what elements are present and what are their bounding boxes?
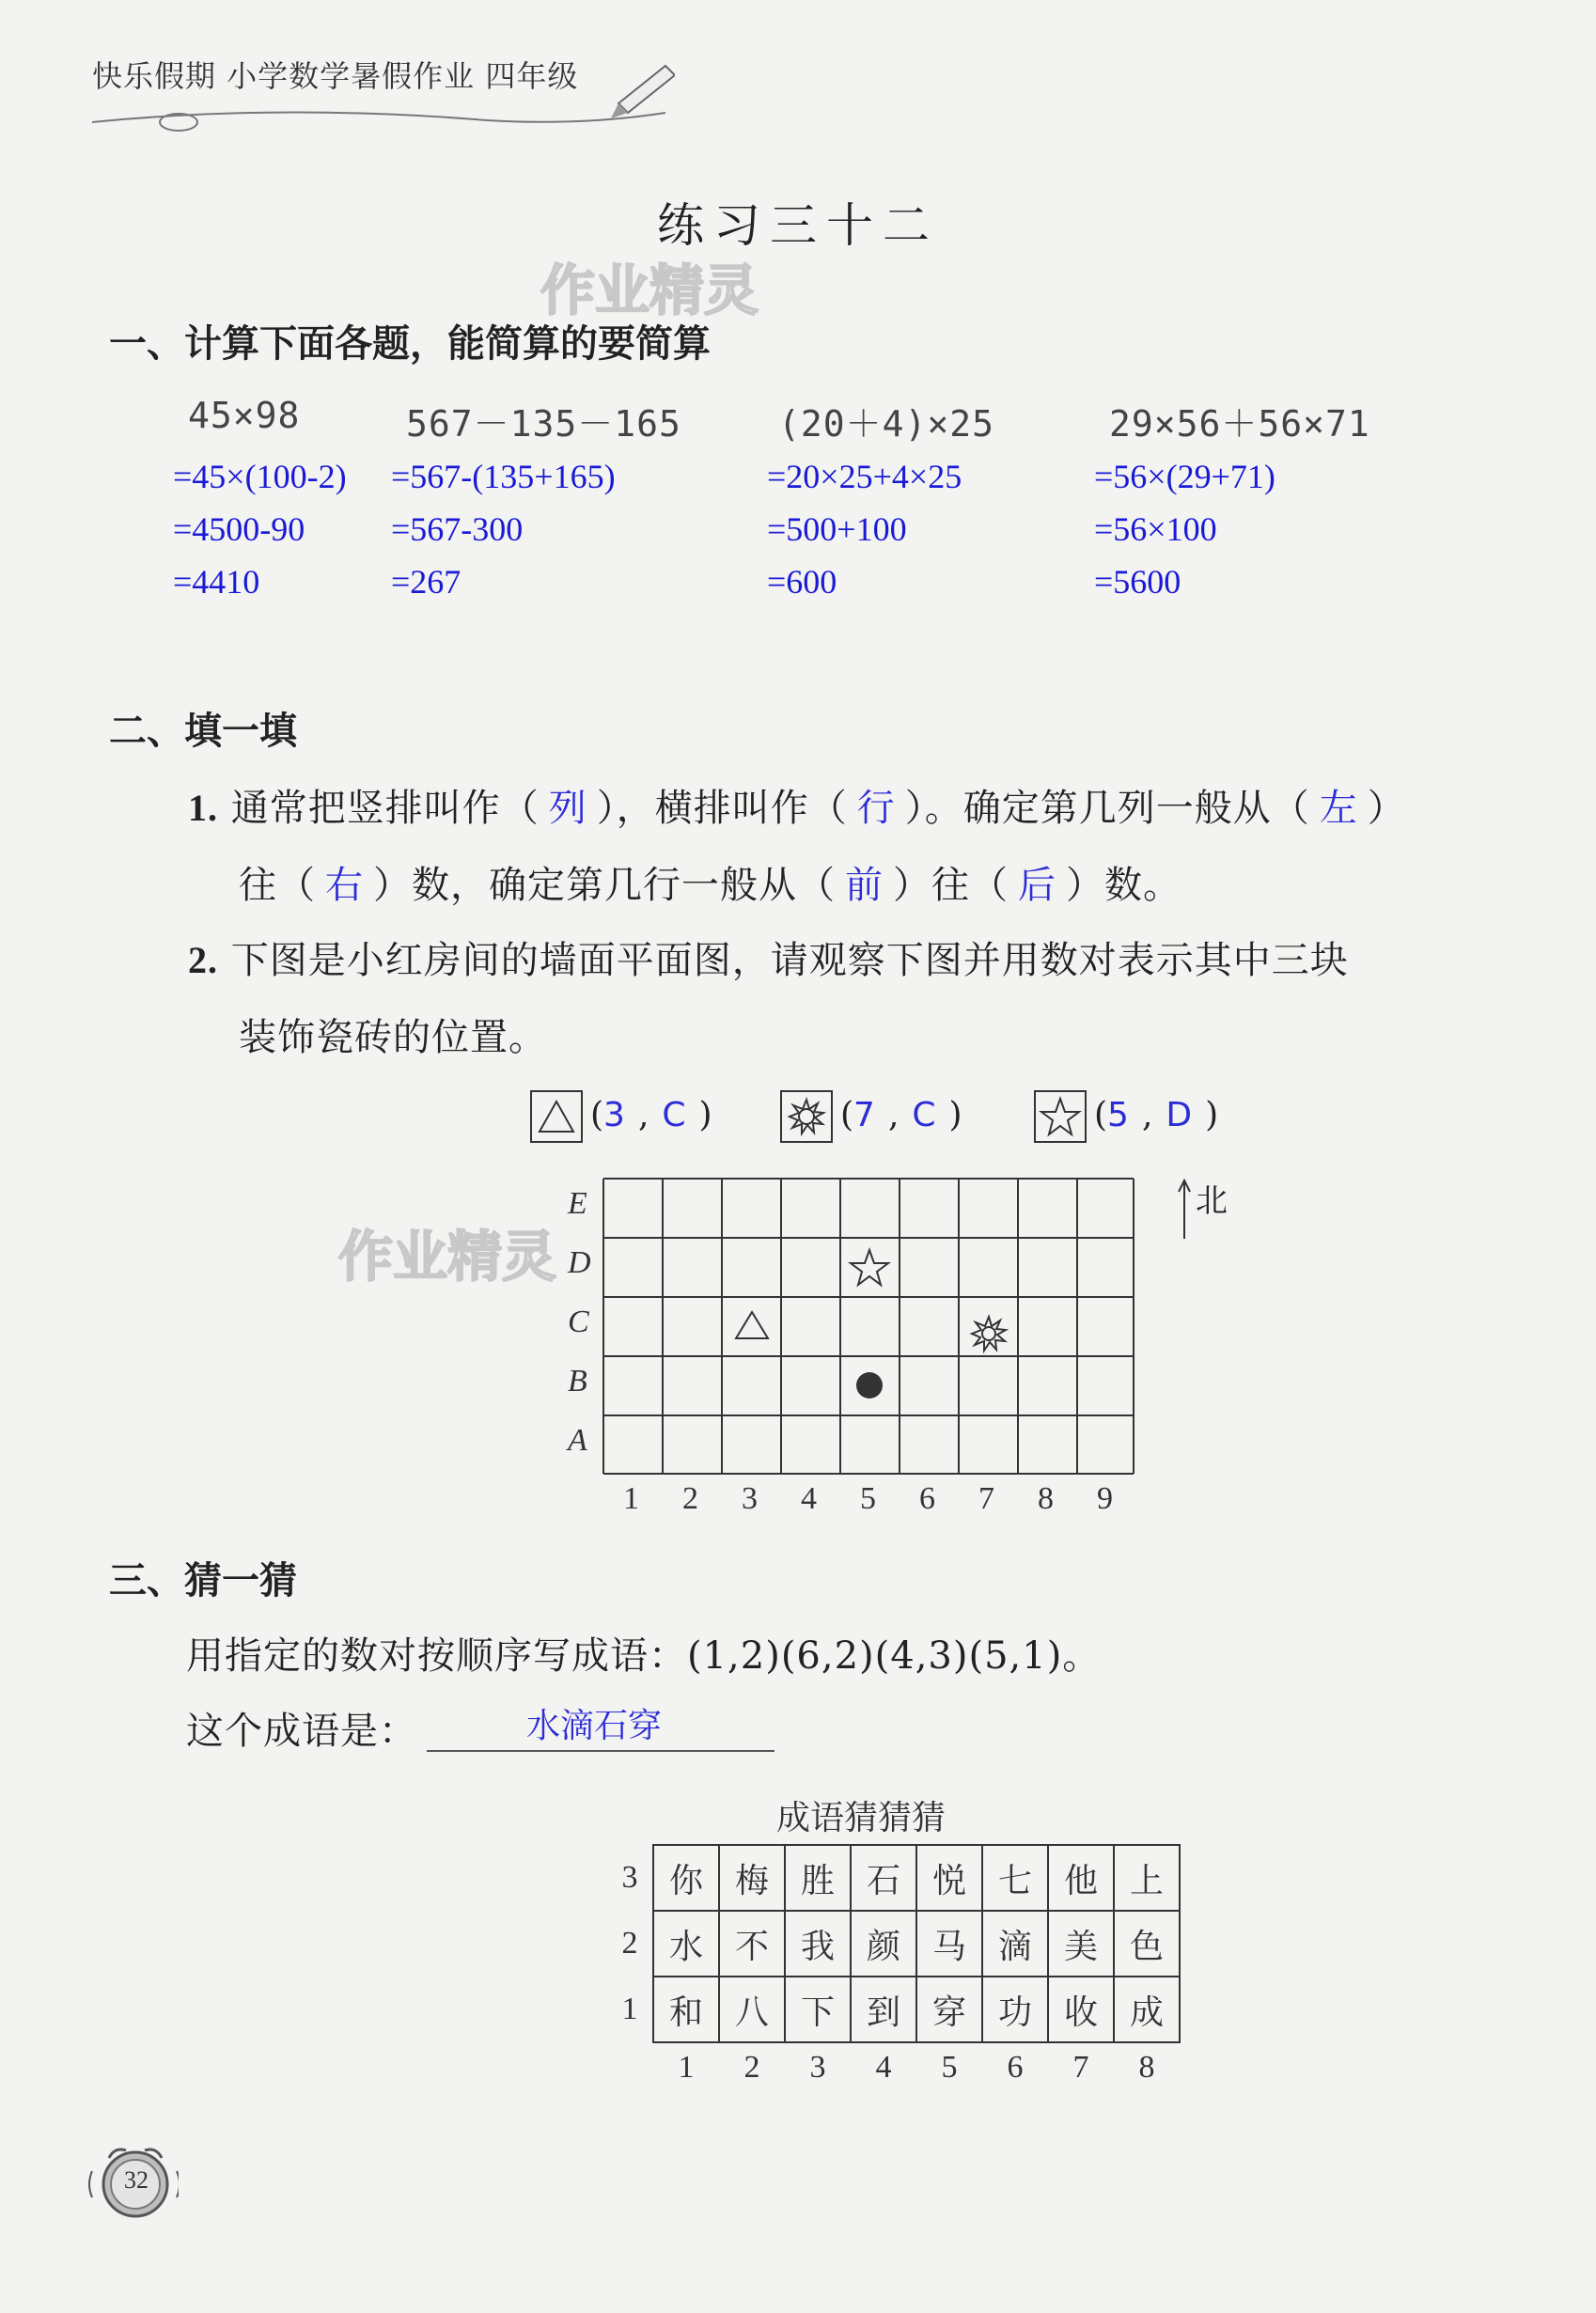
q1-answer-back: 后 (1018, 864, 1056, 907)
answer-line (427, 1750, 775, 1752)
cell-2-3: 梅 (719, 1845, 785, 1911)
north-arrow-icon (1175, 1177, 1194, 1242)
section3-heading: 三、猜一猜 (109, 1559, 297, 1602)
cell-4-1: 到 (851, 1977, 916, 2042)
problem-3-step-3: =600 (767, 563, 837, 601)
tile-star-icon (851, 1250, 888, 1285)
pair-close: ) (1205, 1096, 1219, 1134)
cell-5-3: 悦 (916, 1845, 982, 1911)
col-label-7: 7 (978, 1481, 994, 1516)
sun-col: 7 (853, 1096, 875, 1134)
col-label-4: 4 (801, 1481, 817, 1516)
problem-1-step-2: =4500-90 (173, 510, 305, 548)
star-row: D (1166, 1096, 1193, 1134)
q1-answer-left: 左 (1319, 787, 1358, 830)
legend-sun-pair (840, 1096, 962, 1134)
question-2-line-2: 装饰瓷砖的位置。 (239, 1016, 547, 1059)
q1-text-2: ），横排叫作（ (596, 787, 848, 830)
answer-label: 这个成语是： (186, 1710, 417, 1753)
cell-3-2: 我 (785, 1911, 851, 1977)
sun-row: C (912, 1096, 936, 1134)
watermark-2: 作业精灵 (338, 1225, 557, 1289)
cell-6-2: 滴 (982, 1911, 1048, 1977)
row-label-2: 2 (621, 1926, 638, 1961)
question-1-number: 1. (188, 787, 218, 829)
cell-7-2: 美 (1048, 1911, 1114, 1977)
cell-8-2: 色 (1114, 1911, 1180, 1977)
problem-2-step-1: =567-(135+165) (391, 458, 616, 495)
row-label-A: A (568, 1423, 587, 1458)
col-label-1: 1 (623, 1481, 639, 1516)
triangle-icon (532, 1092, 581, 1141)
idiom-answer: 水滴石穿 (526, 1707, 663, 1745)
col-label-3: 3 (809, 2050, 826, 2085)
problem-2-step-2: =567-300 (391, 510, 524, 548)
pair-open: ( (840, 1096, 854, 1134)
problem-1-step-3: =4410 (173, 563, 260, 601)
q1-text-3: ）。确定第几列一般从（ (904, 787, 1310, 830)
q1-answer-front: 前 (845, 864, 884, 907)
q1-text-5: 往（ (239, 864, 316, 907)
legend-sun-box (780, 1090, 833, 1143)
problem-3-expression: (20＋4)×25 (778, 403, 995, 445)
col-label-5: 5 (941, 2050, 958, 2085)
cell-7-1: 收 (1048, 1977, 1114, 2042)
idiom-table (607, 1844, 1181, 2092)
north-label: 北 (1196, 1182, 1228, 1220)
col-label-1: 1 (678, 2050, 695, 2085)
problem-1-expression: 45×98 (188, 395, 301, 436)
col-label-3: 3 (742, 1481, 758, 1516)
table-row (607, 1845, 1180, 1911)
legend-triangle-box (530, 1090, 583, 1143)
cell-7-3: 他 (1048, 1845, 1114, 1911)
cell-4-2: 颜 (851, 1911, 916, 1977)
cell-8-3: 上 (1114, 1845, 1180, 1911)
book-header: 快乐假期 小学数学暑假作业 四年级 (92, 58, 579, 94)
col-label-7: 7 (1072, 2050, 1089, 2085)
pair-sep: , (887, 1096, 900, 1134)
header-decoration (92, 56, 675, 141)
col-label-8: 8 (1138, 2050, 1155, 2085)
col-label-4: 4 (875, 2050, 892, 2085)
star-col: 5 (1107, 1096, 1129, 1134)
col-label-5: 5 (860, 1481, 876, 1516)
col-label-9: 9 (1097, 1481, 1113, 1516)
watermark: 作业精灵 (540, 258, 759, 322)
cell-4-3: 石 (851, 1845, 916, 1911)
cell-3-3: 胜 (785, 1845, 851, 1911)
page-title: 练习三十二 (657, 198, 939, 253)
triangle-col: 3 (603, 1096, 625, 1134)
section2-heading: 二、填一填 (109, 710, 297, 753)
col-label-6: 6 (919, 1481, 935, 1516)
problem-2-step-3: =267 (391, 563, 462, 601)
row-label-3: 3 (621, 1860, 638, 1895)
problem-4-step-2: =56×100 (1094, 510, 1217, 548)
cell-3-1: 下 (785, 1977, 851, 2042)
page-number: 32 (124, 2166, 149, 2194)
pair-open: ( (590, 1096, 604, 1134)
problem-4-step-1: =56×(29+71) (1094, 458, 1275, 495)
row-label-B: B (568, 1364, 587, 1399)
table-row (607, 1977, 1180, 2042)
cell-5-1: 穿 (916, 1977, 982, 2042)
wall-grid (602, 1177, 1135, 1476)
legend-star-pair (1094, 1096, 1218, 1134)
q1-answer-row: 行 (856, 787, 896, 830)
section3-instruction: 用指定的数对按顺序写成语：(1,2)(6,2)(4,3)(5,1)。 (186, 1634, 1102, 1678)
pair-close: ) (698, 1096, 712, 1134)
legend-star-box (1034, 1090, 1087, 1143)
q1-text-8: ）数。 (1066, 864, 1181, 907)
cell-1-2: 水 (653, 1911, 719, 1977)
q1-text-4: ） (1367, 787, 1406, 830)
row-label-E: E (568, 1186, 587, 1221)
tile-sun-icon (972, 1317, 1006, 1351)
col-label-8: 8 (1038, 1481, 1054, 1516)
col-label-6: 6 (1007, 2050, 1024, 2085)
cell-5-2: 马 (916, 1911, 982, 1977)
pencil-icon (611, 66, 675, 118)
q1-answer-right: 右 (325, 864, 364, 907)
col-label-2: 2 (743, 2050, 760, 2085)
table-title: 成语猜猜猜 (776, 1799, 947, 1837)
problem-3-step-2: =500+100 (767, 510, 907, 548)
pair-open: ( (1094, 1096, 1108, 1134)
cell-6-3: 七 (982, 1845, 1048, 1911)
problem-2-expression: 567－135－165 (406, 403, 681, 445)
col-label-2: 2 (682, 1481, 698, 1516)
q1-text-7: ）往（ (893, 864, 1009, 907)
legend-triangle-pair (590, 1096, 712, 1134)
triangle-row: C (662, 1096, 686, 1134)
question-1-line-2 (239, 855, 1181, 909)
cell-2-2: 不 (719, 1911, 785, 1977)
table-row (607, 2042, 1180, 2092)
q2-text-1: 下图是小红房间的墙面平面图，请观察下图并用数对表示其中三块 (230, 939, 1349, 982)
pair-sep: , (637, 1096, 649, 1134)
question-2-number: 2. (188, 939, 218, 981)
section1-heading: 一、计算下面各题，能简算的要简算 (109, 322, 711, 366)
problem-4-step-3: =5600 (1094, 563, 1181, 601)
cell-1-3: 你 (653, 1845, 719, 1911)
problem-3-step-1: =20×25+4×25 (767, 458, 962, 495)
pair-close: ) (948, 1096, 962, 1134)
cell-8-1: 成 (1114, 1977, 1180, 2042)
row-label-C: C (568, 1305, 589, 1339)
sun-icon (782, 1092, 831, 1141)
corner-blank (607, 2042, 653, 2092)
q1-text-6: ）数，确定第几行一般从（ (373, 864, 836, 907)
cell-6-1: 功 (982, 1977, 1048, 2042)
tile-dot-icon (856, 1372, 883, 1399)
question-1-line-1 (188, 778, 1406, 832)
pair-sep: , (1141, 1096, 1153, 1134)
cell-2-1: 八 (719, 1977, 785, 2042)
row-label-1: 1 (621, 1992, 638, 2026)
table-row (607, 1911, 1180, 1977)
tile-triangle-icon (736, 1312, 768, 1338)
q1-answer-column: 列 (548, 787, 587, 830)
star-icon (1036, 1092, 1085, 1141)
row-label-D: D (568, 1245, 591, 1280)
cell-1-1: 和 (653, 1977, 719, 2042)
q1-text-1: 通常把竖排叫作（ (230, 787, 540, 830)
question-2-line-1 (188, 930, 1349, 984)
problem-1-step-1: =45×(100-2) (173, 458, 347, 495)
problem-4-expression: 29×56＋56×71 (1109, 403, 1370, 445)
